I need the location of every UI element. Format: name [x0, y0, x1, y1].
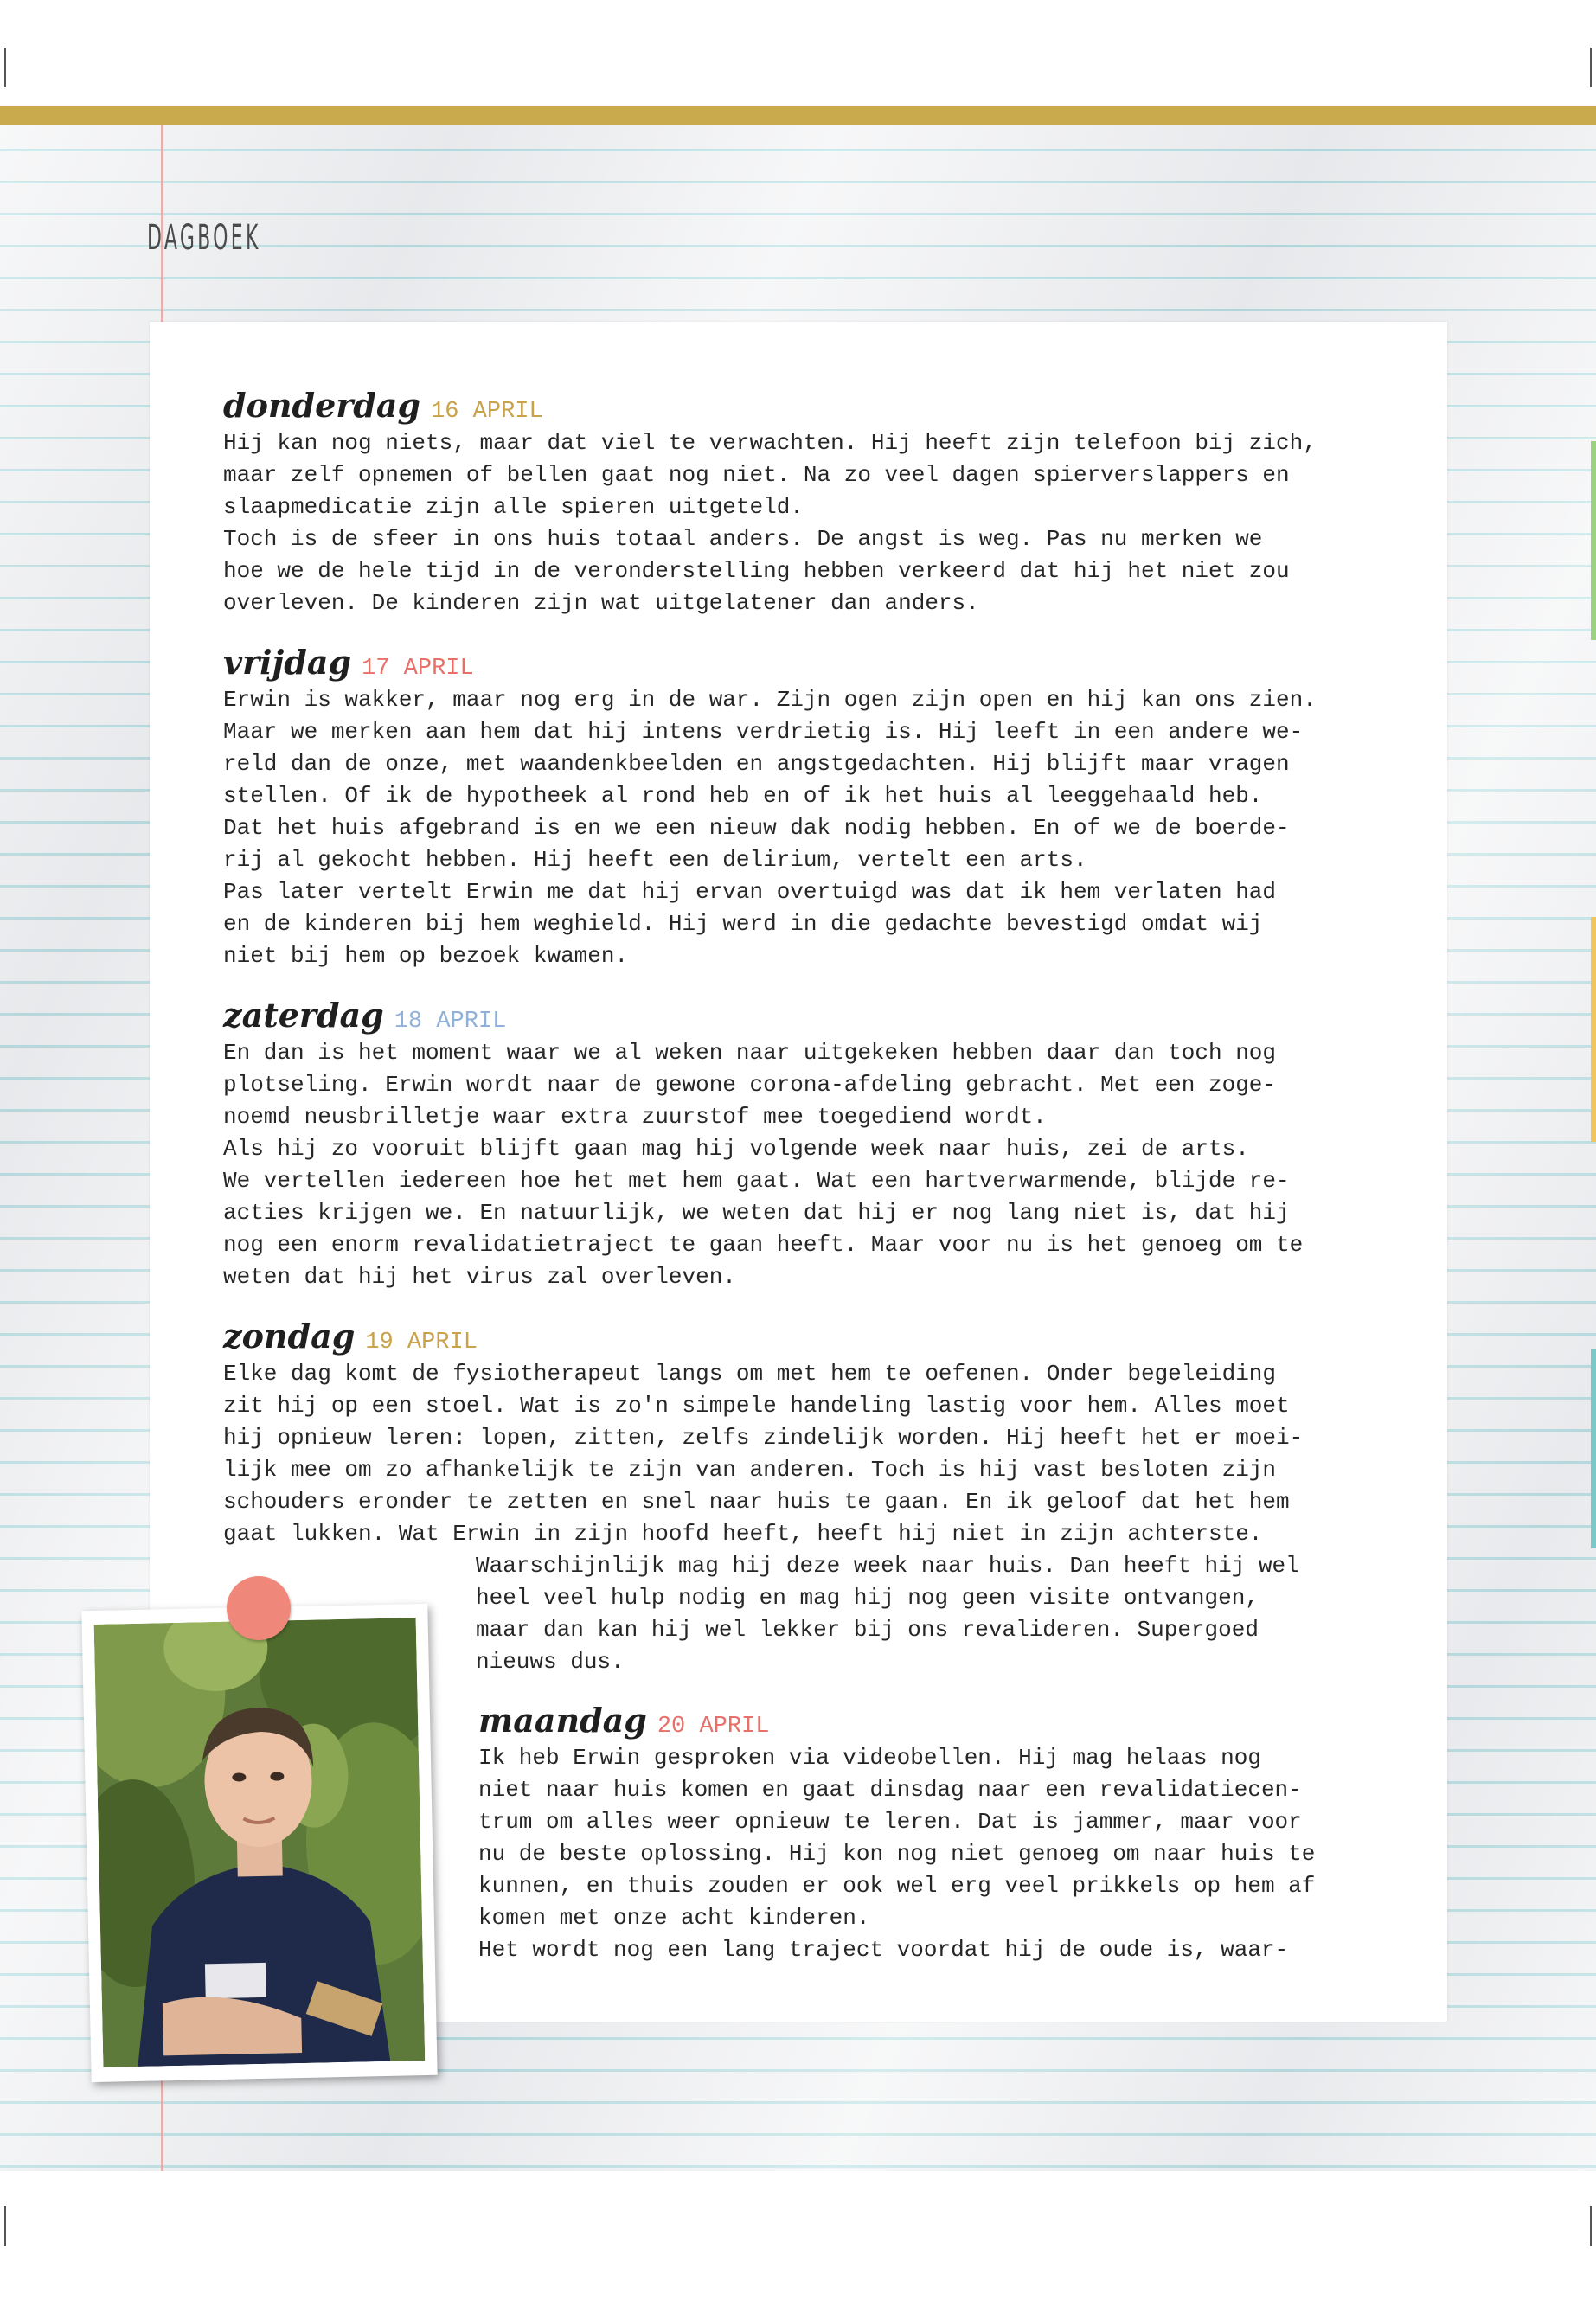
diary-entry: [223, 641, 1317, 972]
entry-line: hoe we de hele tijd in de veronderstelling hebben verkeerd dat hij het niet zou: [223, 558, 1290, 584]
crop-mark: [1590, 2206, 1592, 2246]
entry-line: En dan is het moment waar we al weken naar uitgekeken hebben daar dan toch nog: [223, 1040, 1276, 1066]
entry-line: heel veel hulp nodig en mag hij nog geen visite ontvangen,: [476, 1585, 1259, 1611]
entry-line: hij opnieuw leren: lopen, zitten, zelfs zindelijk worden. Hij heeft het er moei-: [223, 1425, 1304, 1451]
entry-line: noemd neusbrilletje waar extra zuurstof mee toegediend wordt.: [223, 1104, 1047, 1130]
entry-line: weten dat hij het virus zal overleven.: [223, 1264, 736, 1290]
entry-day: zaterdag: [223, 996, 384, 1035]
entry-line: en de kinderen bij hem weghield. Hij werd in die gedachte bevestigd omdat wij: [223, 911, 1263, 937]
entry-heading: [223, 1315, 1303, 1358]
entry-line: nu de beste oplossing. Hij kon nog niet genoeg om naar huis te: [478, 1841, 1316, 1867]
entry-line: Maar we merken aan hem dat hij intens verdrietig is. Hij leeft in een andere we-: [223, 719, 1304, 745]
entry-line: schouders eronder te zetten en snel naar huis te gaan. En ik geloof dat het hem: [223, 1489, 1290, 1515]
diary-entry: [478, 1699, 1315, 1966]
entry-line: lijk mee om zo afhankelijk te zijn van anderen. Toch is hij vast besloten zijn: [223, 1457, 1276, 1483]
entry-day: vrijdag: [223, 643, 352, 682]
entry-date: 16 APRIL: [431, 399, 543, 425]
gold-header-bar: [0, 106, 1596, 125]
entry-line: niet bij hem op bezoek kwamen.: [223, 943, 629, 969]
entry-line: zit hij op een stoel. Wat is zo'n simpele handeling lastig voor hem. Alles moet: [223, 1393, 1290, 1419]
entry-line: niet naar huis komen en gaat dinsdag naar een revalidatiecen-: [478, 1777, 1302, 1803]
entry-line: We vertellen iedereen hoe het met hem gaat. Wat een hartverwarmende, blijde re-: [223, 1168, 1290, 1194]
entry-line: acties krijgen we. En natuurlijk, we weten dat hij er nog lang niet is, dat hij: [223, 1200, 1290, 1226]
entry-line: Toch is de sfeer in ons huis totaal anders. De angst is weg. Pas nu merken we: [223, 526, 1263, 552]
entry-line: Dat het huis afgebrand is en we een nieuw dak nodig hebben. En of we de boerde-: [223, 815, 1290, 841]
entry-heading: [223, 641, 1317, 684]
entry-line: Ik heb Erwin gesproken via videobellen. Hij mag helaas nog: [478, 1745, 1261, 1771]
entry-line: Als hij zo vooruit blijft gaan mag hij volgende week naar huis, zei de arts.: [223, 1136, 1249, 1162]
page-edge-tab: [1591, 441, 1596, 640]
entry-line: Pas later vertelt Erwin me dat hij ervan overtuigd was dat ik hem verlaten had: [223, 879, 1276, 905]
entry-line: overleven. De kinderen zijn wat uitgelatener dan anders.: [223, 590, 979, 616]
entry-date: 17 APRIL: [362, 656, 474, 682]
entry-line: Waarschijnlijk mag hij deze week naar huis. Dan heeft hij wel: [476, 1553, 1299, 1579]
entry-line: kunnen, en thuis zouden er ook wel erg veel prikkels op hem af: [478, 1873, 1316, 1899]
entry-line: Elke dag komt de fysiotherapeut langs om met hem te oefenen. Onder begeleiding: [223, 1361, 1276, 1387]
pin-icon: [227, 1576, 291, 1640]
entry-line: nog een enorm revalidatietraject te gaan heeft. Maar voor nu is het genoeg om te: [223, 1232, 1304, 1258]
portrait-photo: [94, 1618, 426, 2067]
entry-line: maar dan kan hij wel lekker bij ons revalideren. Supergoed: [476, 1617, 1259, 1643]
entry-date: 18 APRIL: [394, 1009, 507, 1035]
diary-entry: [223, 1315, 1303, 1550]
entry-day: zondag: [223, 1317, 356, 1356]
entry-line: stellen. Of ik de hypotheek al rond heb en of ik het huis al leeggehaald heb.: [223, 783, 1263, 809]
entry-day: maandag: [478, 1701, 647, 1740]
entry-line: rij al gekocht hebben. Hij heeft een delirium, vertelt een arts.: [223, 847, 1087, 873]
entry-line: plotseling. Erwin wordt naar de gewone corona-afdeling gebracht. Met een zoge-: [223, 1072, 1276, 1098]
entry-heading: [223, 384, 1317, 427]
page-edge-tab: [1591, 917, 1596, 1142]
diary-entry: [223, 384, 1317, 619]
entry-date: 19 APRIL: [365, 1330, 478, 1356]
section-label: DAGBOEK: [147, 218, 261, 258]
entry-line: maar zelf opnemen of bellen gaat nog niet. Na zo veel dagen spierverslappers en: [223, 462, 1290, 488]
page-edge-tab: [1591, 1349, 1596, 1548]
diary-entry-continued: [476, 1550, 1299, 1678]
crop-mark: [4, 48, 6, 87]
entry-heading: [478, 1699, 1315, 1742]
entry-day: donderdag: [223, 386, 421, 425]
entry-line: Hij kan nog niets, maar dat viel te verwachten. Hij heeft zijn telefoon bij zich,: [223, 430, 1317, 456]
entry-line: slaapmedicatie zijn alle spieren uitgeteld.: [223, 494, 804, 520]
entry-date: 20 APRIL: [657, 1714, 770, 1740]
crop-mark: [1590, 48, 1592, 87]
polaroid-photo: [81, 1604, 437, 2082]
crop-mark: [4, 2206, 6, 2246]
entry-line: trum om alles weer opnieuw te leren. Dat is jammer, maar voor: [478, 1809, 1302, 1835]
entry-line: nieuws dus.: [476, 1649, 625, 1675]
entry-line: gaat lukken. Wat Erwin in zijn hoofd heeft, heeft hij niet in zijn achterste.: [223, 1521, 1263, 1547]
entry-heading: [223, 994, 1303, 1037]
diary-entry: [223, 994, 1303, 1293]
entry-line: reld dan de onze, met waandenkbeelden en angstgedachten. Hij blijft maar vragen: [223, 751, 1290, 777]
entry-line: Erwin is wakker, maar nog erg in de war. Zijn ogen zijn open en hij kan ons zien.: [223, 687, 1317, 713]
entry-line: Het wordt nog een lang traject voordat hij de oude is, waar-: [478, 1937, 1289, 1963]
entry-line: komen met onze acht kinderen.: [478, 1905, 870, 1931]
